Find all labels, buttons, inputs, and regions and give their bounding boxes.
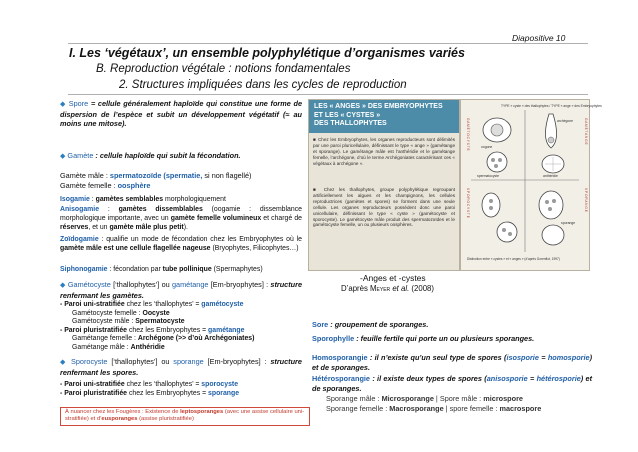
homosporangie-definition — [312, 353, 592, 372]
sore-definition — [312, 320, 592, 330]
label-sporange: sporange — [561, 221, 576, 225]
side-label-gametocyste: G A M É T O C Y S T E — [466, 118, 470, 151]
list-item-text: chez les Embryophytes = — [128, 326, 207, 334]
list-item — [60, 335, 302, 344]
diamond-bullet-icon: ◆ — [60, 282, 66, 289]
nuance-p4: eusporanges — [101, 416, 138, 423]
sporocyste-p1: [‘thallophytes’] ou — [111, 357, 170, 366]
homosporangie-term: Homosporangie — [312, 353, 368, 362]
anisogamie-p5: réserves — [60, 224, 89, 232]
gametocyste-list — [60, 301, 302, 353]
hetero-p4: hétérosporie — [536, 374, 581, 383]
list-item — [60, 301, 302, 310]
spore-dot — [502, 228, 506, 232]
list-item-term: Oocyste — [142, 309, 170, 317]
textbook-box-title-2: ET LES « CYSTES » — [314, 111, 381, 119]
hetero-p1: : il existe deux types de spores ( — [372, 374, 487, 383]
list-item — [60, 390, 302, 399]
heterosporangie-definition — [312, 374, 592, 393]
diagram-caption: Distinction entre « cystes » et « anges » (d’après Gorenflot, 1997) — [467, 257, 560, 261]
isogamie: Isogamie : gamètes semblables morphologiquement — [60, 196, 226, 203]
spore-dot — [552, 199, 556, 203]
spore-dot — [548, 207, 552, 211]
caption-year: (2008) — [411, 284, 434, 293]
gametocyste-term: Gamétocyste — [67, 280, 111, 289]
textbook-box — [308, 99, 460, 271]
spore-dot — [545, 200, 549, 204]
gametange-term: gamétange — [171, 280, 209, 289]
list-item-term: sporocyste — [201, 381, 239, 388]
spermatocyste-shape — [487, 152, 507, 172]
fem-b: Macrosporange — [389, 404, 444, 413]
gamete-definition — [60, 151, 302, 162]
list-item-term: gamétocyste — [201, 301, 244, 308]
sporocyste-shape — [482, 193, 500, 217]
list-item-lead: - Paroi pluristratifiée — [60, 389, 128, 397]
hetero-p3: = — [529, 374, 535, 383]
male-b: Microsporange — [381, 394, 434, 403]
spore-dot — [508, 232, 512, 236]
gametocyste-p2: [Em-bryophytes] : — [210, 280, 269, 289]
isogamie-rest: morphologiquement — [164, 196, 226, 203]
oosphere-shape — [491, 124, 503, 136]
sporange-term: sporange — [173, 357, 204, 366]
sporocyste-p2: [Em-bryophytes] : — [207, 357, 267, 366]
sore-def: : groupement de sporanges. — [330, 320, 429, 329]
isogamie-bold: gamètes semblables — [95, 196, 164, 203]
sperm-dot — [494, 164, 498, 168]
list-item — [60, 381, 302, 390]
label-oogone: oogone — [481, 145, 493, 149]
archegone-oosphere — [548, 137, 554, 143]
list-item — [60, 344, 302, 353]
caption-etal: et al. — [392, 284, 410, 293]
sporange-shape — [539, 191, 563, 219]
zoidogamie-p2: gamète mâle est une cellule flagellée nageuse — [60, 245, 211, 253]
side-label-sporocyste: S P O R O C Y S T E — [466, 188, 470, 218]
diagram-title: TYPE « cyste » des thallophytes / TYPE « ange » des Embryophytes — [501, 104, 602, 108]
homo-p1: : il n’existe qu’un seul type de spores ( — [369, 353, 507, 362]
gamete-female-term: oosphère — [117, 181, 151, 190]
list-item-lead: - Paroi pluristratifiée — [60, 326, 128, 334]
anisogamie-p4: et chargé de — [263, 215, 302, 223]
list-item — [60, 310, 302, 319]
siphonogamie-term: Siphonogamie — [60, 266, 108, 273]
sore-term: Sore — [312, 320, 329, 329]
gamete-male-label: Gamète mâle : — [60, 171, 108, 180]
list-item-lead: - Paroi uni-stratifiée — [60, 381, 125, 388]
list-item-text: Gamétocyste femelle : — [72, 309, 141, 317]
gamete-term: Gamète — [67, 151, 94, 160]
list-item — [60, 327, 302, 336]
male-d: microspore — [483, 394, 523, 403]
siphonogamie-p3: (Spermaphytes) — [213, 266, 263, 273]
anges-cystes-diagram — [460, 99, 602, 271]
male-a: Sporange mâle : — [326, 394, 380, 403]
title-level-2: B. Reproduction végétale : notions fondamentales — [96, 63, 351, 75]
zoidogamie-p1: : qualifie un mode de fécondation chez les Embryophytes où le — [101, 236, 302, 243]
nuance-note — [60, 407, 310, 426]
title-level-1: I. Les ‘végétaux’, un ensemble polyphylétique d’organismes variés — [69, 46, 465, 60]
hetero-p2: anisosporie — [486, 374, 528, 383]
homo-p4: homosporie — [547, 353, 590, 362]
anisogamie-p3: gamète femelle volumineux — [170, 215, 262, 223]
gamete-male-term: spermatozoïde (spermatie, — [109, 171, 203, 180]
textbook-paragraph-2: ■ Chez les thallophytes, groupe polyphylétique regroupant artificiellement les algues et les champignons, les cellules reproductrices (gamètes et spores) se forment dans une seule cellule. Les organes reproducteurs possèdent donc une paroi unicellulaire, définissant le type « cyste » (gamétocyste et sporocyste). Le gamétocyste mâle produit des spermatozoïdes et le gamétocyste femelle, un ou plusieurs oosphères. — [313, 187, 455, 228]
spore-def: = cellule généralement haploïde qui constitue une forme de dispersion de l’espèce et subit un développement végétatif (≈ au moins une mitose). — [60, 99, 303, 129]
sperm-dot — [498, 158, 502, 162]
nuance-p2: leptosporanges — [180, 409, 224, 415]
siphonogamie — [60, 265, 302, 274]
homo-p5: ) et de sporanges. — [312, 353, 593, 372]
list-item-term: gamétange — [208, 326, 245, 334]
heterosporangie-term: Hétérosporangie — [312, 374, 370, 383]
list-item-text: chez les ‘thallophytes’ = — [126, 381, 200, 388]
anisogamie-p8: ). — [183, 224, 188, 232]
fem-a: Sporange femelle : — [326, 404, 388, 413]
spore-dot — [489, 206, 493, 210]
figure-caption-title: -Anges et -cystes — [360, 273, 426, 283]
sporophylle-def: : feuille fertile qui porte un ou plusieurs sporanges. — [356, 334, 535, 343]
list-item-term: Archégone (>> d’où Archégoniates) — [137, 335, 255, 343]
fem-c: | spore femelle : — [445, 404, 498, 413]
list-item-text: Gamétange femelle : — [72, 335, 136, 343]
sporocyste-term: Sporocyste — [70, 357, 108, 366]
top-divider — [68, 43, 588, 44]
gamete-female-label: Gamète femelle : — [60, 181, 116, 190]
anisogamie-p1: gamètes dissemblables — [118, 206, 203, 213]
label-antheridie: anthéridie — [543, 174, 558, 178]
textbook-box-title-3: DES THALLOPHYTES — [314, 120, 387, 127]
spore-definition — [60, 99, 302, 129]
textbook-box-header — [309, 100, 459, 133]
list-item-text: Gamétocyste mâle : — [72, 318, 134, 326]
nuance-p5: (assise pluristratifiée) — [139, 416, 194, 423]
list-item-text: Gamétange mâle : — [72, 343, 129, 351]
sperm-dot — [491, 158, 495, 162]
homo-p3: = — [541, 353, 546, 362]
hetero-p5: ) et de sporanges. — [312, 374, 593, 393]
nuance-p1: À nuancer chez les Fougères : Existence de — [65, 409, 179, 415]
diamond-bullet-icon: ◆ — [60, 101, 67, 108]
textbook-paragraph-1: ■ Chez les Embryophytes, les organes reproducteurs sont délimités par une paroi pluricellulaire, définissant le type « ange » (gamétange et sporange). Le gamétange mâle est l’anthéridie et le gamétange femelle, l’archégone, d’où le terme Archégoniates caractérisant ces « végétaux à archégone ». — [313, 137, 455, 166]
list-item-text: chez les ‘thallophytes’ = — [126, 301, 200, 308]
sporocyste-definition — [60, 357, 302, 377]
slide-number: Diapositive 10 — [512, 33, 566, 43]
diamond-bullet-icon: ◆ — [60, 359, 68, 366]
figure-caption-source — [341, 284, 434, 293]
gametocyste-p3: structure renfermant les gamètes. — [60, 280, 303, 300]
siphonogamie-p1: : fécondation par — [109, 266, 161, 273]
diamond-bullet-icon: ◆ — [60, 153, 66, 160]
textbook-box-title-1: LES « ANGES » DES EMBRYOPHYTES — [314, 103, 443, 110]
label-archegone: archégone — [557, 119, 574, 123]
sporange-female-line — [312, 404, 606, 414]
sporophylle-definition — [312, 334, 592, 344]
title-divider — [68, 94, 588, 95]
sporophylle-term: Sporophylle — [312, 334, 355, 343]
gametocyste-p1: [‘thallophytes’] ou — [113, 280, 170, 289]
homo-p2: isosporie — [506, 353, 539, 362]
isogamie-term: Isogamie — [60, 196, 90, 203]
siphonogamie-p2: tube pollinique — [162, 266, 212, 273]
side-label-sporange: S P O R A N G E — [584, 188, 588, 212]
anisogamie-term: Anisogamie — [60, 206, 100, 213]
zoidogamie-p3: (Bryophytes, Filicophytes…) — [212, 245, 299, 253]
anisogamie-p2: (oogamie : dissemblance morphologique importante, avec un — [60, 206, 302, 223]
side-label-gametange: G A M É T A N G E — [584, 118, 588, 145]
caption-prefix: D’après — [341, 284, 368, 293]
sporocyste-shape-2 — [497, 222, 517, 242]
gamete-male — [60, 171, 302, 181]
male-c: | Spore mâle : — [435, 394, 482, 403]
sporocyste-list — [60, 381, 302, 398]
spore-term: Spore — [68, 99, 89, 108]
title-level-3: 2. Structures impliquées dans les cycles de reproduction — [119, 79, 407, 91]
spore-dot — [489, 199, 493, 203]
list-item-text: chez les Embryophytes = — [128, 389, 207, 397]
diagram-svg — [461, 100, 602, 270]
list-item-term: sporange — [208, 389, 240, 397]
nuance-p3: (avec une assise cellulaire uni-stratifiée) et d’ — [65, 409, 305, 423]
list-item-term: Spermatocyste — [135, 318, 185, 326]
fem-d: macrospore — [499, 404, 542, 413]
anisogamie-p6: , et un — [88, 224, 108, 232]
gamete-female — [60, 181, 302, 191]
gametocyste-definition — [60, 280, 302, 300]
caption-author: Meyer — [370, 284, 391, 293]
sporange-male-line — [312, 394, 606, 404]
gamete-male-note: si non flagellé) — [204, 171, 252, 180]
anisogamie-p7: gamète mâle plus petit — [109, 224, 184, 232]
zoidogamie — [60, 235, 302, 253]
list-item-lead: - Paroi uni-stratifiée — [60, 301, 125, 308]
anisogamie: Anisogamie : gamètes dissemblables (oogamie : dissemblance morphologique importante, avec un gamète femelle volumineux et chargé de réserves, et un gamète mâle plus petit). — [60, 206, 302, 232]
zoidogamie-term: Zoïdogamie — [60, 236, 99, 243]
list-item — [60, 318, 302, 327]
sporange-shape-2 — [542, 225, 564, 245]
label-spermatocyste: spermatocyste — [477, 174, 500, 178]
sporocyste-p3: structure renfermant les spores. — [60, 357, 302, 377]
list-item-term: Anthéridie — [130, 343, 165, 351]
gamete-def: : cellule haploïde qui subit la fécondation. — [95, 151, 241, 160]
